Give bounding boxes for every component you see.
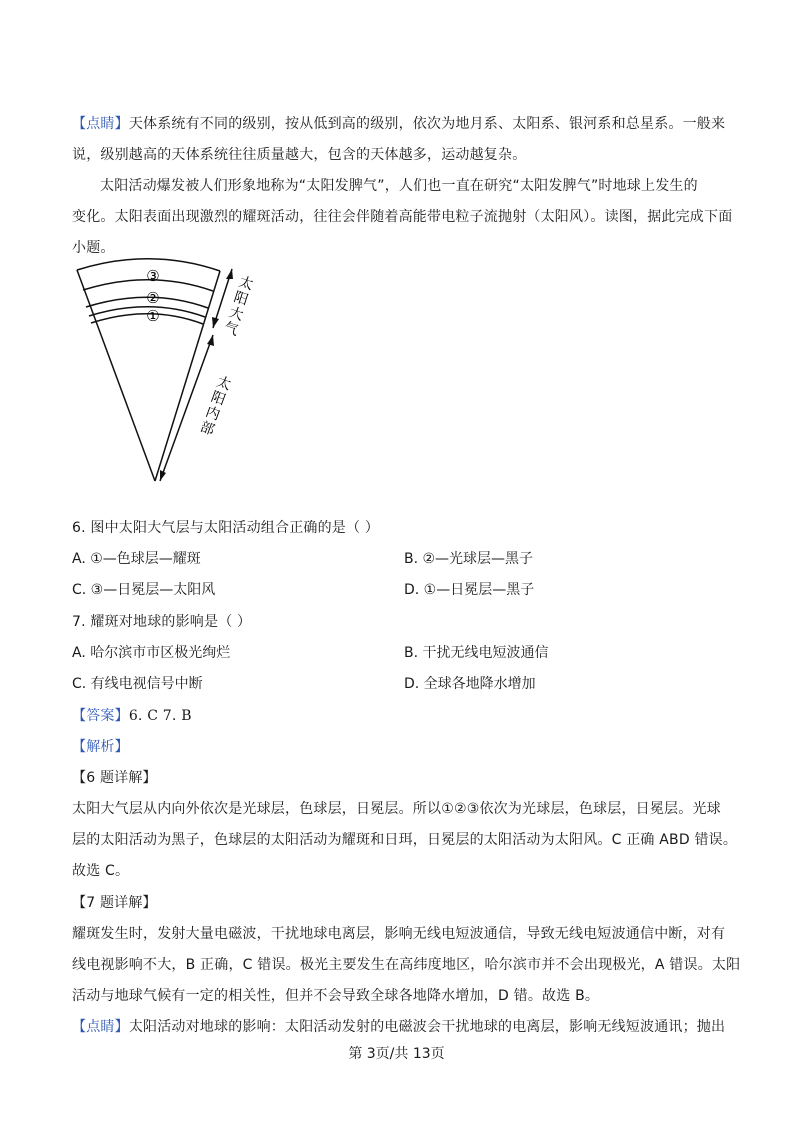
d7-tag: 【7 题详解】 xyxy=(72,895,157,911)
int-char-4: 部 xyxy=(197,419,217,439)
q7-option-a: A. 哈尔滨市市区极光绚烂 xyxy=(72,645,231,661)
arrowhead-atm-bottom xyxy=(212,317,219,328)
layer-1-label: ① xyxy=(146,307,160,325)
arrowhead-top xyxy=(226,269,233,279)
tip2-tag: 【点睛】 xyxy=(72,1019,129,1035)
answer-text: 6. C 7. B xyxy=(128,708,192,724)
tip-text: 天体系统有不同的级别，按从低到高的级别，依次为地月系、太阳系、银河系和总星系。一般来 xyxy=(128,116,726,132)
answer-tag: 【答案】 xyxy=(72,708,129,724)
tip-paragraph-line-2: 说，级别越高的天体系统往往质量越大，包含的天体越多，运动越复杂。 xyxy=(72,147,527,163)
atm-char-1: 太 xyxy=(236,273,255,294)
d6-tag: 【6 题详解】 xyxy=(72,770,157,786)
layer-2-label: ② xyxy=(146,289,160,307)
q6-option-b: B. ②—光球层—黑子 xyxy=(404,551,534,567)
answer-line xyxy=(72,706,727,726)
tip-paragraph-line-1 xyxy=(72,114,727,134)
tip2-line xyxy=(72,1017,727,1037)
analysis-tag: 【解析】 xyxy=(72,739,129,755)
interior-arrow xyxy=(160,335,213,481)
layer-3-label: ③ xyxy=(146,267,160,285)
d7-line-2: 线电视影响不大，B 正确，C 错误。极光主要发生在高纬度地区，哈尔滨市并不会出现极光，A 错误。太阳 xyxy=(72,957,741,973)
intro-line-1: 太阳活动爆发被人们形象地称为“太阳发脾气”，人们也一直在研究“太阳发脾气”时地球上发生的 xyxy=(100,178,698,194)
tip2-text: 太阳活动对地球的影响：太阳活动发射的电磁波会干扰地球的电离层，影响无线短波通讯；抛出 xyxy=(128,1019,726,1035)
tip-tag: 【点睛】 xyxy=(72,116,129,132)
q7-option-d: D. 全球各地降水增加 xyxy=(404,676,536,692)
page-footer: 第 3页/共 13页 xyxy=(348,1046,445,1062)
atm-char-4: 气 xyxy=(221,319,241,340)
sun-structure-diagram xyxy=(60,255,260,490)
int-char-3: 内 xyxy=(203,403,223,424)
q7-option-c: C. 有线电视信号中断 xyxy=(72,676,203,692)
d7-line-1: 耀斑发生时，发射大量电磁波，干扰地球电离层，影响无线电短波通信，导致无线电短波通信中断，对有 xyxy=(72,926,726,942)
q6-stem: 6. 图中太阳大气层与太阳活动组合正确的是（ ） xyxy=(72,520,380,536)
q6-option-a: A. ①—色球层—耀斑 xyxy=(72,551,201,567)
q6-option-d: D. ①—日冕层—黑子 xyxy=(404,582,535,598)
intro-line-2: 变化。太阳表面出现激烈的耀斑活动，往往会伴随着高能带电粒子流抛射（太阳风）。读图，据此完成下面 xyxy=(72,209,733,225)
int-char-2: 阳 xyxy=(208,388,228,409)
arrowhead-bottom xyxy=(160,470,166,481)
wedge-left-edge xyxy=(77,270,155,481)
atm-char-3: 大 xyxy=(226,304,246,324)
int-char-1: 太 xyxy=(214,373,233,394)
atm-char-2: 阳 xyxy=(231,289,251,309)
d6-line-1: 太阳大气层从内向外依次是光球层，色球层，日冕层。所以①②③依次为光球层，色球层，日冕层。光球 xyxy=(72,801,721,817)
q7-stem: 7. 耀斑对地球的影响是（ ） xyxy=(72,614,252,630)
d6-line-2: 层的太阳活动为黑子，色球层的太阳活动为耀斑和日珥，日冕层的太阳活动为太阳风。C 正确 ABD 错误。 xyxy=(72,832,738,848)
arrowhead-int-top xyxy=(207,335,214,346)
d6-line-3: 故选 C。 xyxy=(72,863,130,879)
q6-option-c: C. ③—日冕层—太阳风 xyxy=(72,582,216,598)
q7-option-b: B. 干扰无线电短波通信 xyxy=(404,645,549,661)
intro-line-3: 小题。 xyxy=(72,240,115,256)
d7-line-3: 活动与地球气候有一定的相关性，但并不会导致全球各地降水增加，D 错。故选 B。 xyxy=(72,988,600,1004)
